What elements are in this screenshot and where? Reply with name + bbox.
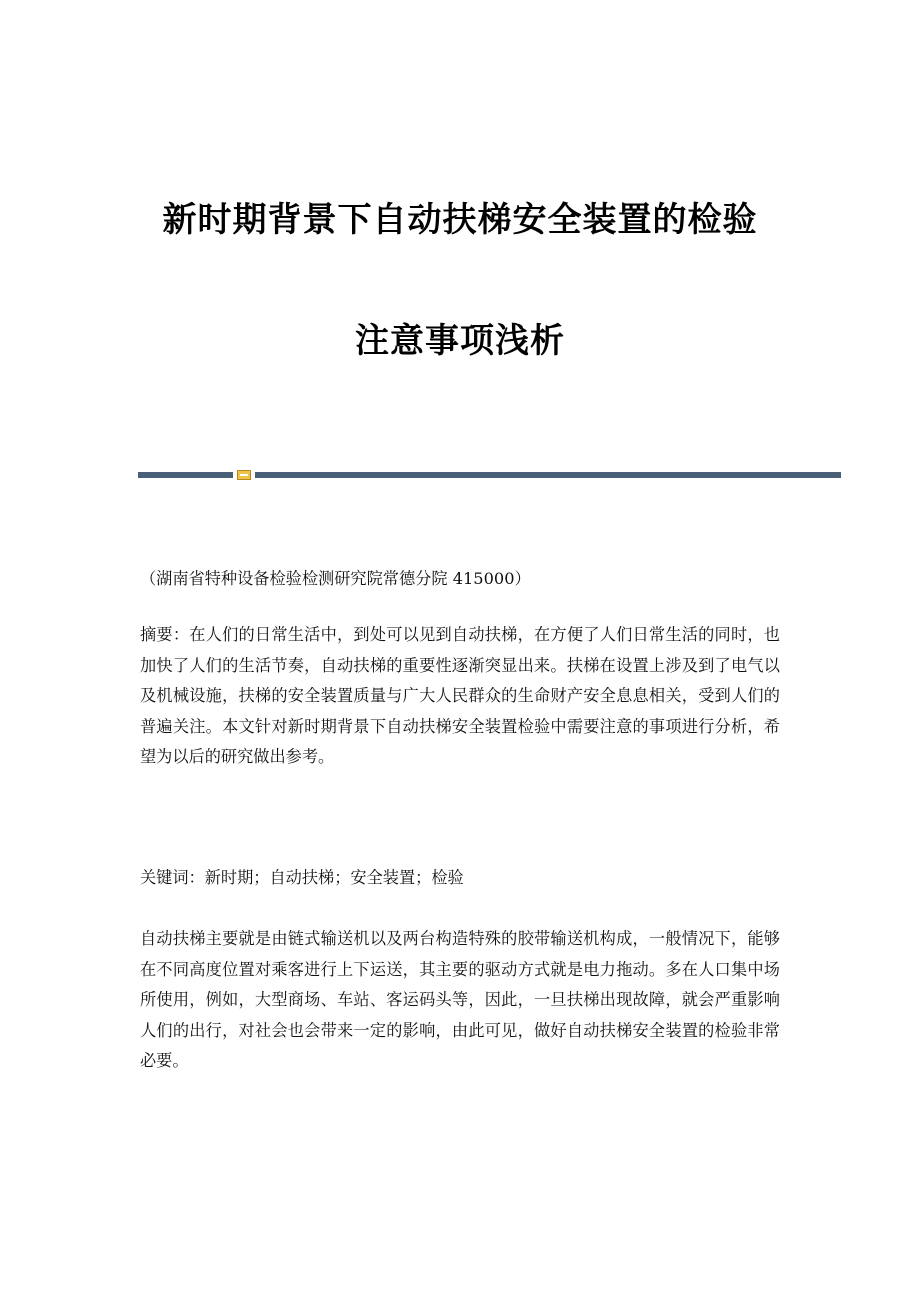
keywords-line: 关键词：新时期；自动扶梯；安全装置；检验 — [140, 868, 464, 887]
author-affiliation: （湖南省特种设备检验检测研究院常德分院 415000） — [140, 569, 531, 588]
document-title-line-2: 注意事项浅析 — [355, 321, 565, 361]
envelope-icon — [237, 470, 251, 480]
body-paragraph: 自动扶梯主要就是由链式输送机以及两台构造特殊的胶带输送机构成，一般情况下，能够在不同高度位置对乘客进行上下运送，其主要的驱动方式就是电力拖动。多在人口集中场所使用，例如，大型商场、车站、客运码头等，因此，一旦扶梯出现故障，就会严重影响人们的出行，对社会也会带来一定的影响，由此可见，做好自动扶梯安全装置的检验非常必要。 — [140, 929, 780, 1071]
document-title-line-1: 新时期背景下自动扶梯安全装置的检验 — [162, 200, 758, 240]
divider-bar-right — [255, 472, 841, 478]
abstract-paragraph: 摘要：在人们的日常生活中，到处可以见到自动扶梯，在方便了人们日常生活的同时，也加快了人们的生活节奏，自动扶梯的重要性逐渐突显出来。扶梯在设置上涉及到了电气以及机械设施，扶梯的安全装置质量与广大人民群众的生命财产安全息息相关，受到人们的普遍关注。本文针对新时期背景下自动扶梯安全装置检验中需要注意的事项进行分析，希望为以后的研究做出参考。 — [140, 625, 780, 767]
divider-bar-left — [138, 472, 233, 478]
title-divider — [138, 470, 841, 480]
